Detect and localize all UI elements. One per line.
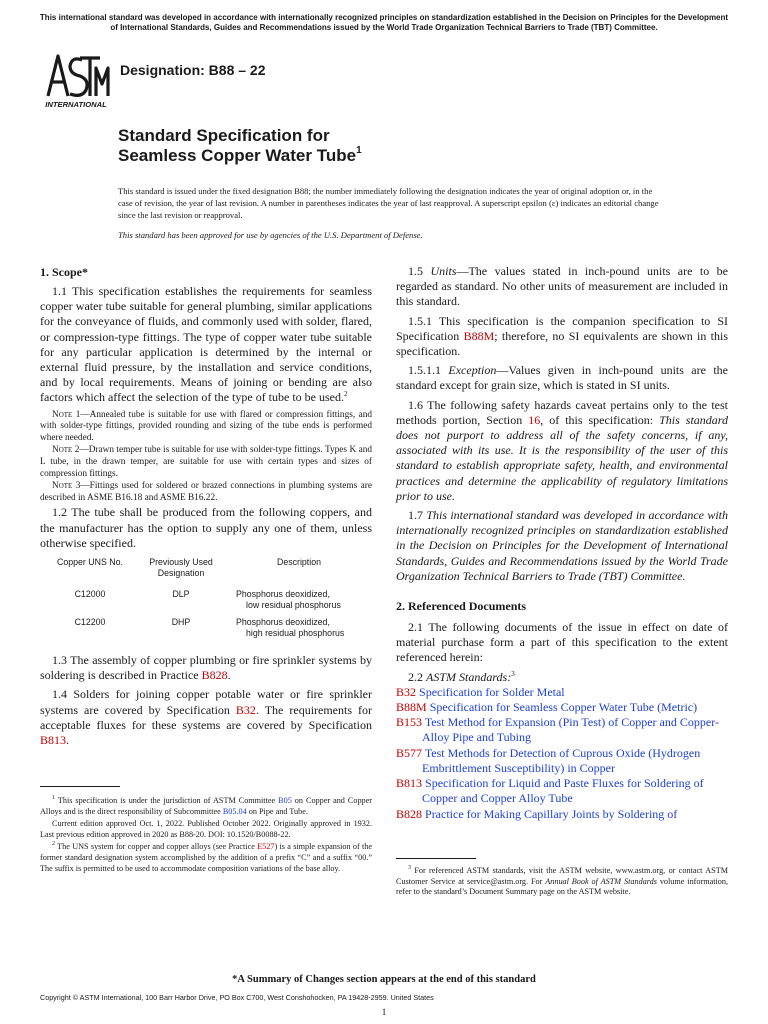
description-line-1: Phosphorus deoxidized, xyxy=(236,616,330,627)
section-1-5 xyxy=(396,264,728,310)
table-header-description: Description xyxy=(276,556,321,567)
title-line-1: Standard Specification for xyxy=(118,126,330,145)
text-run: . xyxy=(66,733,70,747)
title-line-2 xyxy=(118,146,362,166)
text-run: 1.2 The tube shall be produced from the following coppers, and the manufacturer has the option to supply any one of them, unless otherwise specified. xyxy=(40,505,372,550)
text-run: Current edition approved Oct. 1, 2022. Published October 2022. Originally approved in 1932. Last previous edition approved in 2020 as B88-20. DOI: 10.1520/B0088-22. xyxy=(40,819,372,839)
section-2-2 xyxy=(396,670,728,685)
cross-reference-link[interactable]: E527 xyxy=(257,842,275,852)
section-1-2 xyxy=(40,505,372,551)
text-run: 2—Drawn temper tube is suitable for use with solder-type fittings. Types K and L tube, in the drawn temper, are suitable for use with certain types and sizes of compression fittings. xyxy=(40,445,372,479)
reference-code-link[interactable]: B828 xyxy=(396,806,423,821)
text-run: . xyxy=(227,668,231,683)
reference-item xyxy=(396,776,728,806)
text-run: —Values given in inch-pound units are the standard except for grain size, which is stated in SI units. xyxy=(396,363,728,393)
table-row xyxy=(52,617,364,645)
italic-text: Exception xyxy=(448,363,497,378)
footnotes-left xyxy=(40,796,372,876)
text-run: 1.5.1 This specification is the companion specification to SI Specification xyxy=(396,313,728,343)
table-cell-description xyxy=(234,589,364,617)
italic-text: This international standard was developed in accordance with internationally recognized principles on standardization established in the Decision on Principles for the Development of International Standards, Guides and Recommendations issued by the World Trade Organization Technical Barriers to Trade (TBT) Committee. xyxy=(396,508,729,583)
text-run: on Copper and Copper Alloys and is the direct responsibility of Subcommittee xyxy=(40,796,373,816)
reference-code-link[interactable]: B813 xyxy=(396,776,423,791)
dod-approval-note: This standard has been approved for use by agencies of the U.S. Department of Defense. xyxy=(118,230,423,240)
text-run: 1.7 xyxy=(408,508,427,523)
table-cell-uns: C12200 xyxy=(74,616,106,627)
note-label: Note xyxy=(52,481,73,492)
footnote-number: 3 xyxy=(408,865,411,871)
table-cell-previous-designation: DHP xyxy=(171,616,191,627)
cross-reference-link[interactable]: B828 xyxy=(201,668,228,683)
reference-item xyxy=(396,746,728,776)
referenced-standards-list xyxy=(396,685,728,822)
note-label: Note xyxy=(52,409,73,420)
text-run: 1.5.1.1 xyxy=(408,363,449,378)
scope-heading: 1. Scope* xyxy=(40,265,88,279)
reference-title-link[interactable]: Test Method for Expansion (Pin Test) of Copper and Copper-Alloy Pipe and Tubing xyxy=(422,715,719,745)
text-run: —The values stated in inch-pound units are to be regarded as standard. No other units of measurement are included in this standard. xyxy=(396,264,728,309)
note-label: Note xyxy=(52,445,73,456)
text-run: 1.1 This specification establishes the requirements for seamless copper water tube suitable for general plumbing, similar applications for the conveyance of fluids, and commonly used with solder, flared, or compression-type fittings. The type of copper water tube suitable for any particular application is determined by the internal or external fluid pressure, by the installation and service conditions, and by local requirements. Means of joining or bending are also factors which affect the selection of the type of tube to be used. xyxy=(40,284,372,405)
reference-title-link[interactable]: Specification for Liquid and Paste Fluxes for Soldering of Copper and Copper Alloy Tube xyxy=(422,776,704,806)
reference-code-link[interactable]: B32 xyxy=(396,684,417,699)
section-1-5-1 xyxy=(396,314,728,360)
reference-code-link[interactable]: B577 xyxy=(396,745,423,760)
text-run: ) is a simple expansion of the former standard designation system accomplished by the addition of a prefix “C” and a suffix “00.” The suffix is permitted to be used to accommodate composition variations of the base alloy. xyxy=(40,842,372,873)
description-line-2: low residual phosphorus xyxy=(246,599,341,610)
note-3 xyxy=(40,481,372,504)
footnote-number: 2 xyxy=(52,841,55,848)
text-run: , of this specification: xyxy=(540,412,660,427)
italic-text: Annual Book of ASTM Standards xyxy=(545,876,657,886)
section-1-7 xyxy=(396,508,728,584)
description-line-1: Phosphorus deoxidized, xyxy=(236,588,330,599)
italic-text: ASTM Standards: xyxy=(426,669,512,684)
text-run: 3—Fittings used for soldered or brazed connections in plumbing systems are described in ASME B16.18 and ASME B16.22. xyxy=(40,481,372,503)
abstract-paragraph: This standard is issued under the fixed designation B88; the number immediately following the designation indicates the year of original adoption or, in the case of revision, the year of last revision. A number in parentheses indicates the year of last reapproval. A superscript epsilon (ε) indicates an editorial change since the last revision or reapproval. xyxy=(118,186,659,220)
note-1 xyxy=(40,410,372,445)
footnote-marker: 2 xyxy=(344,390,348,399)
footnotes-right xyxy=(396,866,728,900)
table-cell-description xyxy=(234,617,364,645)
section-1-3 xyxy=(40,653,372,683)
text-run: 1.6 The following safety hazards caveat pertains only to the test methods portion, Section xyxy=(396,397,728,427)
text-run: 1—Annealed tube is suitable for use with flared or compression fittings, and with solder-type fittings, provided rounding and sizing of the tube ends is performed where needed. xyxy=(40,409,372,443)
copper-grade-table xyxy=(52,557,364,645)
committee-link[interactable]: B05 xyxy=(278,796,292,805)
reference-item xyxy=(396,700,728,715)
committee-link[interactable]: B05.04 xyxy=(222,806,247,816)
title-footnote-marker: 1 xyxy=(356,145,362,156)
text-run: 1.3 The assembly of copper plumbing or fire sprinkler systems by soldering is described in Practice xyxy=(40,652,372,683)
section-1-4 xyxy=(40,687,372,748)
designation: Designation: B88 – 22 xyxy=(120,62,266,78)
logo-subtext: INTERNATIONAL xyxy=(45,100,107,109)
page-number: 1 xyxy=(381,1008,387,1018)
table-row xyxy=(52,589,364,617)
left-column xyxy=(40,264,372,752)
right-column xyxy=(396,264,728,822)
text-run: 2.2 xyxy=(408,669,426,684)
text-run: 1.5 xyxy=(408,264,431,278)
footnote-1-edition xyxy=(40,819,372,840)
section-1-1 xyxy=(40,284,372,406)
reference-item xyxy=(396,715,728,745)
masthead-notice: This international standard was developed in accordance with internationally recognized principles on standardization established in the Decision on Principles for the Development of International Standards, Guides and Recommendations issued by the World Trade Organization Technical Barriers to Trade (TBT) Committee. xyxy=(39,13,729,32)
title-line-2-text: Seamless Copper Water Tube xyxy=(118,146,357,165)
table-header-uns: Copper UNS No. xyxy=(56,556,123,567)
cross-reference-link[interactable]: B813 xyxy=(40,733,67,747)
reference-title-link[interactable]: Specification for Solder Metal xyxy=(419,684,565,699)
text-run: . The requirements for acceptable fluxes for these systems are covered by Specification xyxy=(40,702,372,732)
cross-reference-link[interactable]: B88M xyxy=(463,328,495,343)
reference-title-link[interactable]: Specification for Seamless Copper Water Tube (Metric) xyxy=(429,700,698,715)
italic-text: This standard does not purport to address all of the safety concerns, if any, associated with its use. It is the responsibility of the user of this standard to establish appropriate safety, health, and environmental practices and determine the applicability of regulatory limitations prior to use. xyxy=(396,412,729,503)
text-run: This specification is under the jurisdiction of ASTM Committee xyxy=(55,796,279,805)
text-run: ; therefore, no SI equivalents are shown in this specification. xyxy=(396,328,728,359)
reference-title-link[interactable]: Practice for Making Capillary Joints by Soldering of xyxy=(425,806,678,821)
reference-code-link[interactable]: B88M xyxy=(396,700,427,715)
note-2 xyxy=(40,445,372,480)
table-header-previous-designation: Previously Used Designation xyxy=(149,556,213,578)
text-run: 2.1 The following documents of the issue in effect on date of material purchase form a part of this specification to the extent referenced herein: xyxy=(396,620,728,665)
footnote-2 xyxy=(40,842,372,874)
text-run: 1.4 Solders for joining copper potable water or fire sprinkler systems are covered by Specification xyxy=(40,687,372,717)
footnote-divider-right xyxy=(396,858,476,859)
description-line-2: high residual phosphorus xyxy=(246,627,345,638)
referenced-documents-heading: 2. Referenced Documents xyxy=(396,599,527,614)
reference-code-link[interactable]: B153 xyxy=(396,715,423,730)
copyright-line: Copyright © ASTM International, 100 Barr Harbor Drive, PO Box C700, West Conshohocken, PA 19428-2959. United States xyxy=(40,993,434,1002)
cross-reference-link[interactable]: B32 xyxy=(235,702,256,717)
section-1-5-1-1 xyxy=(396,363,728,393)
table-cell-uns: C12000 xyxy=(74,588,106,599)
reference-title-link[interactable]: Test Methods for Detection of Cuprous Oxide (Hydrogen Embrittlement Susceptibility) in Copper xyxy=(422,745,701,775)
text-run: on Pipe and Tube. xyxy=(246,806,308,816)
footnote-divider-left xyxy=(40,786,120,787)
reference-item xyxy=(396,685,728,700)
document-title xyxy=(118,126,362,166)
text-run: volume information, refer to the standard’s Document Summary page on the ASTM website. xyxy=(396,876,729,897)
reference-item xyxy=(396,807,728,822)
footnote-3 xyxy=(396,866,728,898)
section-2-1 xyxy=(396,620,728,666)
footnote-marker: 3 xyxy=(511,669,515,678)
astm-logo xyxy=(40,50,112,108)
section-1-6 xyxy=(396,398,728,504)
table-cell-previous-designation: DLP xyxy=(172,588,190,599)
table-header-row xyxy=(52,557,364,589)
italic-text: Units xyxy=(430,264,457,278)
summary-of-changes-notice: *A Summary of Changes section appears at the end of this standard xyxy=(232,974,536,985)
text-run: The UNS system for copper and copper alloys (see Practice xyxy=(55,842,258,852)
footnote-1 xyxy=(40,796,372,817)
footnote-number: 1 xyxy=(52,795,55,801)
cross-reference-link[interactable]: 16 xyxy=(528,412,541,427)
text-run: For referenced ASTM standards, visit the ASTM website, www.astm.org, or contact ASTM Customer Service at service@astm.org. For xyxy=(396,866,728,886)
